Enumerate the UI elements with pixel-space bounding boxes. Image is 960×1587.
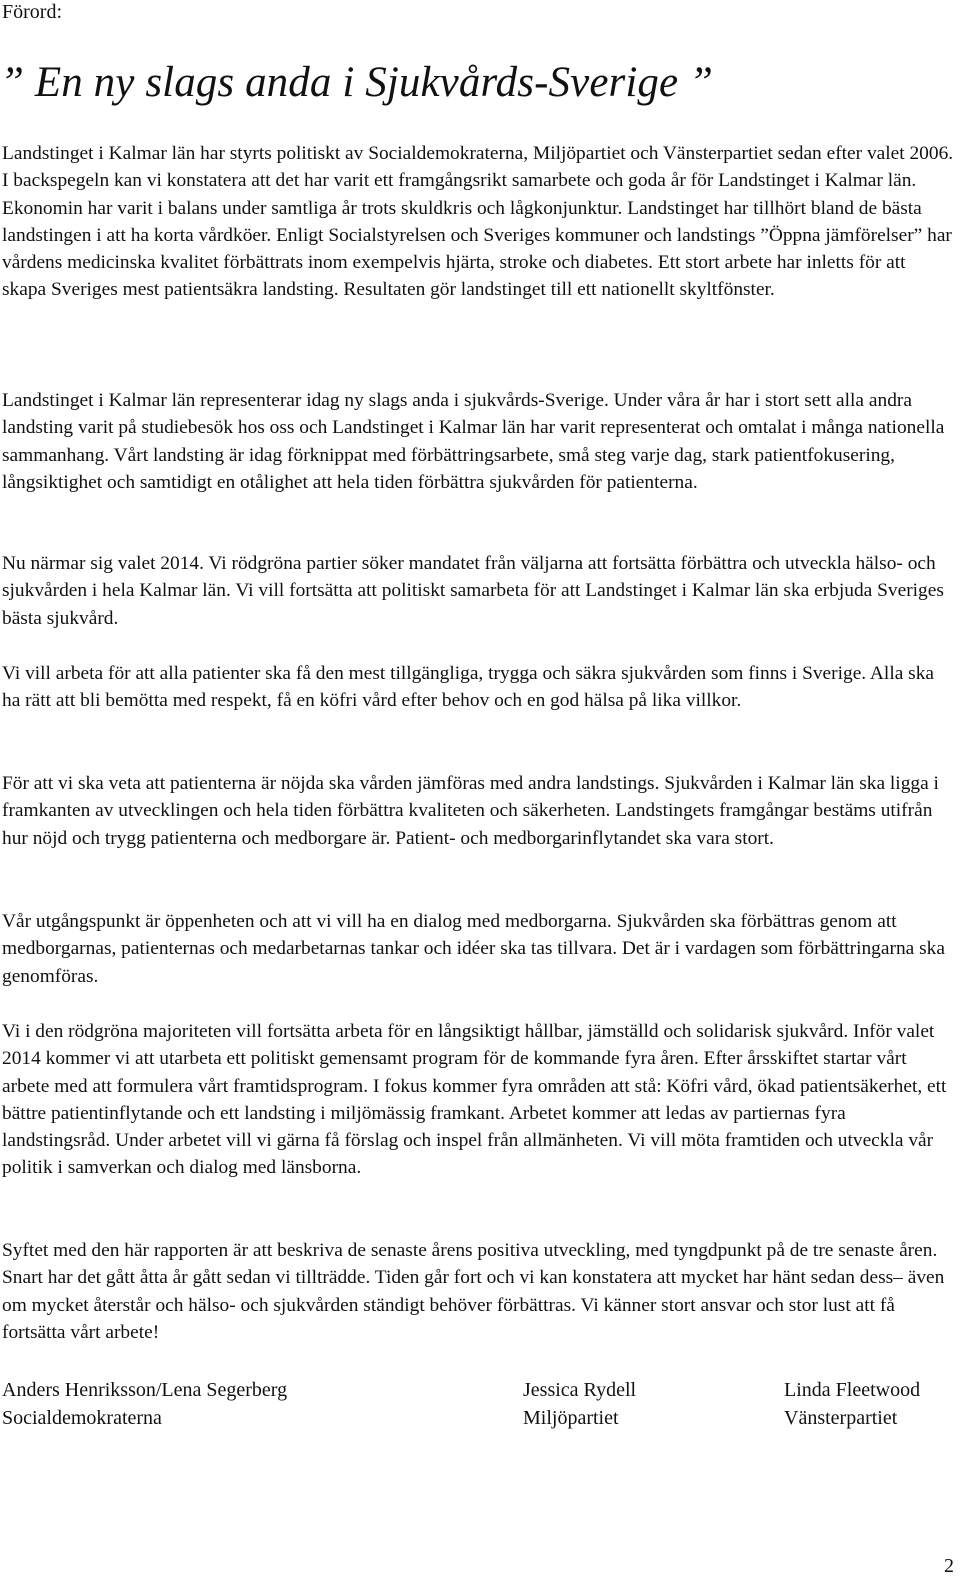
signature-2-party: Miljöpartiet xyxy=(523,1407,619,1429)
paragraph-4: Vi vill arbeta för att alla patienter ska få den mest tillgängliga, trygga och säkra sjukvården som finns i Sverige. Alla ska ha rätt att bli bemötta med respekt, få en köfri vård efter behov och en god hälsa på lika villkor. xyxy=(2,663,935,712)
signature-2-name: Jessica Rydell xyxy=(523,1379,637,1401)
page-title: ” En ny slags anda i Sjukvårds-Sverige ” xyxy=(0,59,714,106)
signature-1-party: Socialdemokraterna xyxy=(2,1407,162,1429)
paragraph-6: Vår utgångspunkt är öppenheten och att vi vill ha en dialog med medborgarna. Sjukvården ska förbättras genom att medborgarnas, patienternas och medarbetarnas tankar och idéer ska tas tillvara. Det är i vardagen som förbättringarna ska genomföras. xyxy=(2,911,945,987)
signature-3-name: Linda Fleetwood xyxy=(784,1379,921,1401)
paragraph-1: Landstinget i Kalmar län har styrts politiskt av Socialdemokraterna, Miljöpartiet och Vänsterpartiet sedan efter valet 2006. I backspegeln kan vi konstatera att det har varit ett framgångsrikt samarbete och goda år för Landstinget i Kalmar län. Ekonomin har varit i balans under samtliga år trots skuldkris och lågkonjunktur. Landstinget har tillhört bland de bästa landstingen i att ha korta vårdköer. Enligt Socialstyrelsen och Sveriges kommuner och landstings ”Öppna jämförelser” har vårdens medicinska kvalitet förbättrats inom exempelvis hjärta, stroke och diabetes. Ett stort arbete har inletts för att skapa Sveriges mest patientsäkra landsting. Resultaten gör landstinget till ett nationellt skyltfönster. xyxy=(2,143,954,301)
paragraph-7: Vi i den rödgröna majoriteten vill fortsätta arbeta för en långsiktigt hållbar, jämställd och solidarisk sjukvård. Inför valet 2014 kommer vi att utarbeta ett politiskt gemensamt program för de kommande fyra åren. Efter årsskiftet startar vårt arbete med att formulera vårt framtidsprogram. I fokus kommer fyra områden att stå: Köfri vård, ökad patientsäkerhet, ett bättre patientinflytande och ett landsting i miljömässig framkant. Arbetet kommer att ledas av partiernas fyra landstingsråd. Under arbetet vill vi gärna få förslag och inspel från allmänheten. Vi vill möta framtiden och utveckla vår politik i samverkan och dialog med länsborna. xyxy=(2,1021,947,1179)
paragraph-5: För att vi ska veta att patienterna är nöjda ska vården jämföras med andra landstings. Sjukvården i Kalmar län ska ligga i framkanten av utvecklingen och hela tiden förbättra kvaliteten och säkerheten. Landstingets framgångar bestäms utifrån hur nöjd och trygg patienterna och medborgare är. Patient- och medborgarinflytandet ska vara stort. xyxy=(2,773,939,849)
paragraph-8: Syftet med den här rapporten är att beskriva de senaste årens positiva utveckling, med tyngdpunkt på de tre senaste åren. Snart har det gått åtta år gått sedan vi tillträdde. Tiden går fort och vi kan konstatera att mycket har hänt sedan dess– även om mycket återstår och hälso- och sjukvården ständigt behöver förbättras. Vi känner stort ansvar och stor lust att få fortsätta vårt arbete! xyxy=(2,1240,945,1343)
page-number: 2 xyxy=(944,1555,954,1577)
paragraph-2: Landstinget i Kalmar län representerar idag ny slags anda i sjukvårds-Sverige. Under våra år har i stort sett alla andra landsting varit på studiebesök hos oss och Landstinget i Kalmar län har varit representerat och omtalat i många nationella sammanhang. Vårt landsting är idag förknippat med förbättringsarbete, små steg varje dag, stark patientfokusering, långsiktighet och samtidigt en otålighet att hela tiden förbättra sjukvården för patienterna. xyxy=(2,390,945,493)
signature-1-name: Anders Henriksson/Lena Segerberg xyxy=(2,1379,288,1401)
section-label: Förord: xyxy=(2,1,62,23)
signature-3-party: Vänsterpartiet xyxy=(784,1407,898,1429)
paragraph-3: Nu närmar sig valet 2014. Vi rödgröna partier söker mandatet från väljarna att fortsätta förbättra och utveckla hälso- och sjukvården i hela Kalmar län. Vi vill fortsätta att politiskt samarbeta för att Landstinget i Kalmar län ska erbjuda Sveriges bästa sjukvård. xyxy=(2,553,944,629)
